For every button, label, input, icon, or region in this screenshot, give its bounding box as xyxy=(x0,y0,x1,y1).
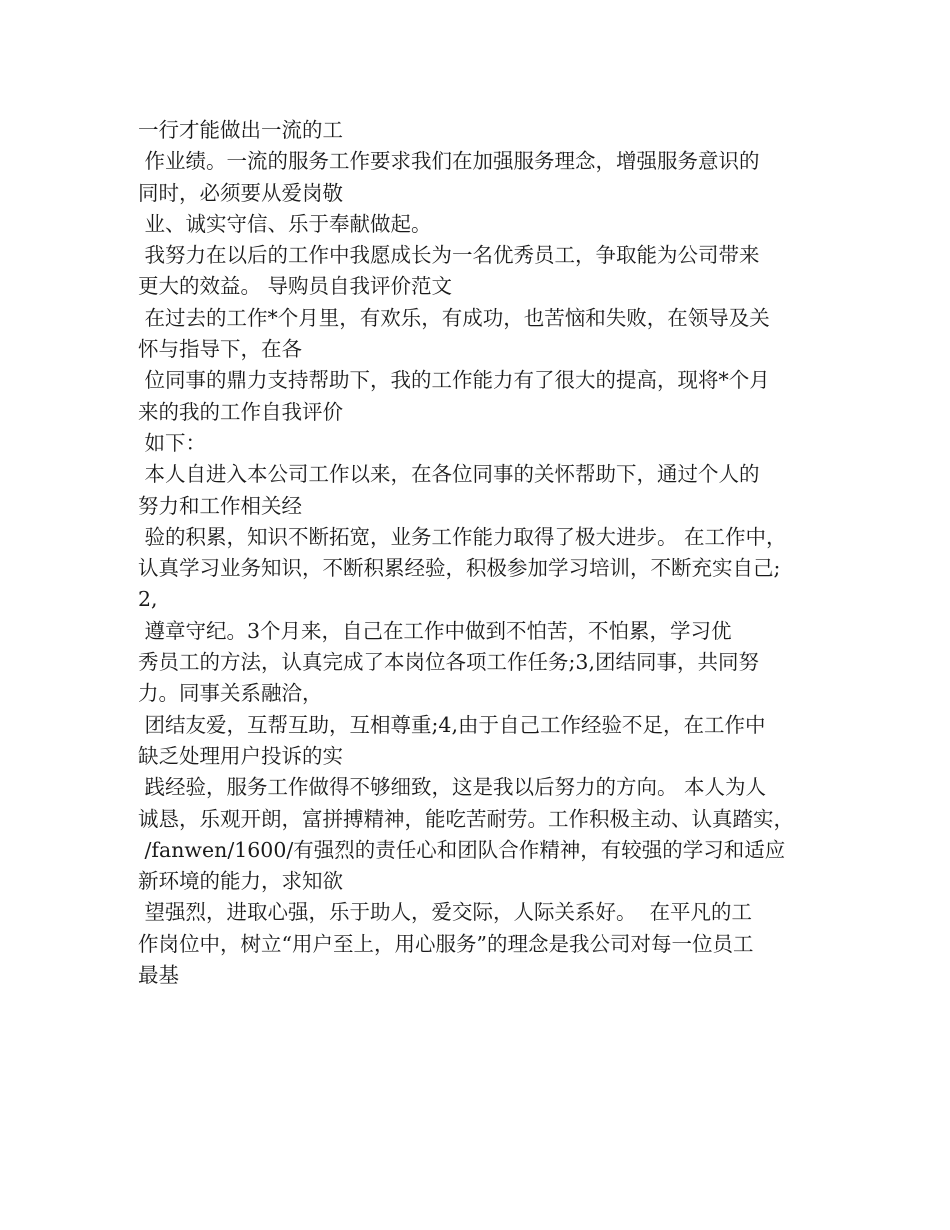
text-line: 本人自进入本公司工作以来，在各位同事的关怀帮助下，通过个人的 xyxy=(138,462,760,487)
text-line: 缺乏处理用户投诉的实 xyxy=(138,743,343,768)
text-line: 在过去的工作*个月里，有欢乐，有成功，也苦恼和失败，在领导及关 xyxy=(138,305,770,330)
text-line: 同时，必须要从爱岗敬 xyxy=(138,180,343,205)
text-line: 认真学习业务知识，不断积累经验，积极参加学习培训，不断充实自己; xyxy=(138,556,781,581)
text-line: 诚恳，乐观开朗，富拼搏精神，能吃苦耐劳。工作积极主动、认真踏实， xyxy=(138,806,794,831)
text-line: 来的我的工作自我评价 xyxy=(138,399,343,424)
text-line: 力。同事关系融洽， xyxy=(138,681,323,706)
text-line: 位同事的鼎力支持帮助下，我的工作能力有了很大的提高，现将*个月 xyxy=(138,368,770,393)
text-line: 作业绩。一流的服务工作要求我们在加强服务理念，增强服务意识的 xyxy=(138,149,760,174)
text-line: 秀员工的方法，认真完成了本岗位各项工作任务;3,团结同事，共同努 xyxy=(138,650,759,675)
text-line: 2, xyxy=(138,587,158,612)
text-line: 业、诚实守信、乐于奉献做起。 xyxy=(138,211,432,236)
text-line: 我努力在以后的工作中我愿成长为一名优秀员工，争取能为公司带来 xyxy=(138,243,760,268)
text-line: 一行才能做出一流的工 xyxy=(138,118,343,142)
text-line: 团结友爱，互帮互助，互相尊重;4,由于自己工作经验不足，在工作中 xyxy=(138,712,766,737)
text-line: 如下： xyxy=(138,430,207,455)
text-line: 作岗位中，树立“用户至上，用心服务”的理念是我公司对每一位员工 xyxy=(138,931,754,956)
text-line: /fanwen/1600/有强烈的责任心和团队合作精神，有较强的学习和适应 xyxy=(138,837,786,862)
text-line: 遵章守纪。3个月来，自己在工作中做到不怕苦，不怕累，学习优 xyxy=(138,618,732,643)
text-line: 新环境的能力，求知欲 xyxy=(138,869,343,894)
text-line: 最基 xyxy=(138,963,179,988)
text-line: 望强烈，进取心强，乐于助人，爱交际，人际关系好。 在平凡的工 xyxy=(138,900,753,925)
text-line: 验的积累，知识不断拓宽，业务工作能力取得了极大进步。 在工作中， xyxy=(138,524,787,549)
text-line: 努力和工作相关经 xyxy=(138,493,302,518)
text-line: 更大的效益。 导购员自我评价范文 xyxy=(138,274,453,299)
body-text xyxy=(138,115,818,991)
text-line: 怀与指导下，在各 xyxy=(138,337,302,362)
text-line: 践经验，服务工作做得不够细致，这是我以后努力的方向。 本人为人 xyxy=(138,775,767,800)
